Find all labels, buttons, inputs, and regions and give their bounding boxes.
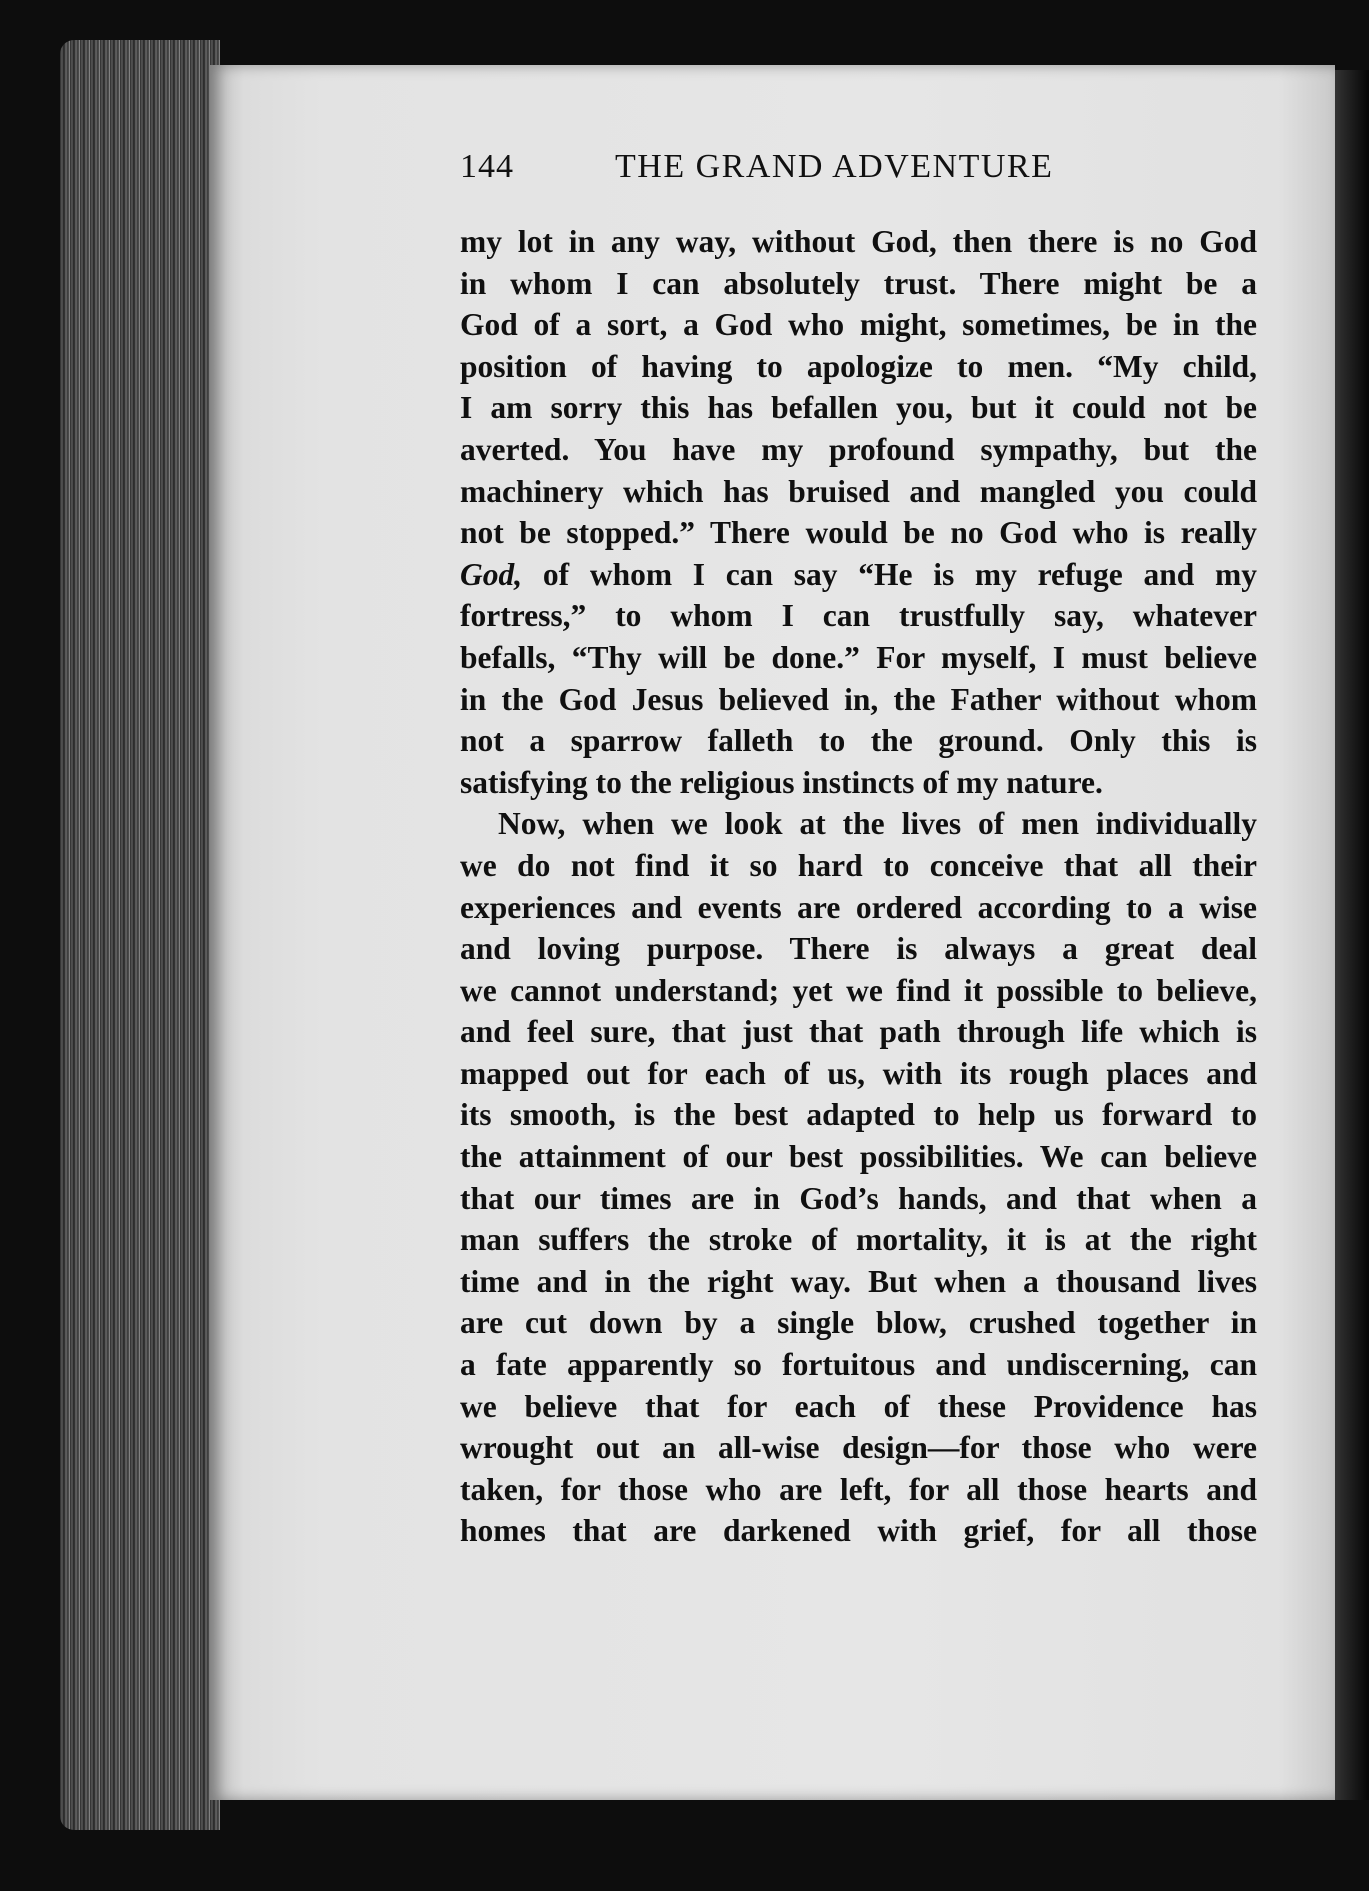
text-line-with-italic: [460, 554, 1257, 596]
text-line: homes that are darkened with grief, for all those: [460, 1513, 1257, 1549]
text-line: mapped out for each of us, with its rough places and: [460, 1055, 1257, 1091]
book-gutter: [1330, 70, 1369, 1800]
text-line: man suffers the stroke of mortality, it is at the right: [460, 1222, 1257, 1258]
text-line: its smooth, is the best adapted to help us forward to: [460, 1097, 1257, 1133]
text-line: averted. You have my profound sympathy, but the: [460, 431, 1257, 467]
text-line: and feel sure, that just that path through life which is: [460, 1014, 1257, 1050]
text-line: position of having to apologize to men. “My child,: [460, 348, 1257, 384]
text-line: not a sparrow falleth to the ground. Only this is: [460, 723, 1257, 759]
text-line-rest: of whom I can say “He is my refuge and my: [542, 556, 1257, 592]
text-line: machinery which has bruised and mangled you could: [460, 473, 1257, 509]
text-line: we do not find it so hard to conceive that all their: [460, 847, 1257, 883]
text-line: that our times are in God’s hands, and that when a: [460, 1180, 1257, 1216]
text-line: satisfying to the religious instincts of my nature.: [460, 764, 1103, 800]
text-line: experiences and events are ordered according to a wise: [460, 889, 1257, 925]
text-line: in the God Jesus believed in, the Father without whom: [460, 681, 1257, 717]
text-line: I am sorry this has befallen you, but it could not be: [460, 390, 1257, 426]
text-line: time and in the right way. But when a thousand lives: [460, 1263, 1257, 1299]
italic-word: God,: [460, 556, 523, 592]
running-title: THE GRAND ADVENTURE: [615, 148, 1054, 185]
text-line: a fate apparently so fortuitous and undiscerning, can: [460, 1347, 1257, 1383]
text-line: we believe that for each of these Providence has: [460, 1388, 1257, 1424]
book-page-edges: [60, 40, 220, 1830]
text-line: the attainment of our best possibilities. We can believe: [460, 1139, 1257, 1175]
text-line: in whom I can absolutely trust. There might be a: [460, 265, 1257, 301]
paragraph-2: [460, 803, 1257, 1552]
text-line: and loving purpose. There is always a great deal: [460, 931, 1257, 967]
text-line: my lot in any way, without God, then there is no God: [460, 224, 1257, 259]
text-line: taken, for those who are left, for all those hearts and: [460, 1471, 1257, 1507]
text-line: wrought out an all-wise design—for those who were: [460, 1430, 1257, 1466]
text-line: fortress,” to whom I can trustfully say, whatever: [460, 598, 1257, 634]
text-line: not be stopped.” There would be no God who is really: [460, 515, 1257, 551]
text-line: befalls, “Thy will be done.” For myself, I must believe: [460, 639, 1257, 675]
page-body: [460, 221, 1257, 1552]
running-header: [460, 148, 1260, 198]
text-line: God of a sort, a God who might, sometimes, be in the: [460, 307, 1257, 343]
text-line: are cut down by a single blow, crushed together in: [460, 1305, 1257, 1341]
text-line: Now, when we look at the lives of men individually: [498, 806, 1257, 842]
paragraph-1: [460, 221, 1257, 803]
text-line: we cannot understand; yet we find it possible to believe,: [460, 972, 1257, 1008]
page-number: 144: [460, 148, 514, 185]
